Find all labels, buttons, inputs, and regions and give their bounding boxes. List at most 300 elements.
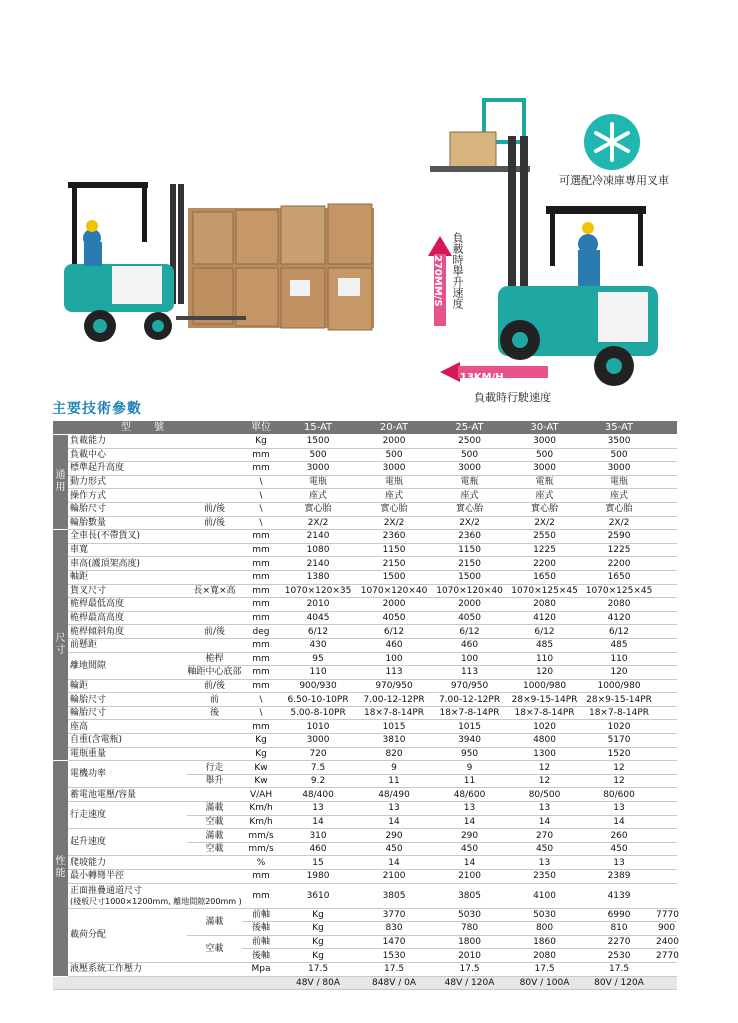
- row-unit: Mpa: [242, 962, 280, 976]
- group-label-performance: [53, 761, 68, 976]
- row-value: 17.5: [582, 962, 656, 976]
- row-subgroup: 滿載: [187, 908, 242, 935]
- row-unit: mm: [242, 448, 280, 462]
- row-value: 電瓶: [507, 475, 582, 489]
- row-spacer: [656, 693, 677, 707]
- row-label: 輪胎尺寸: [68, 706, 187, 720]
- row-sublabel: [187, 543, 242, 557]
- row-spacer: [656, 706, 677, 720]
- row-sublabel: 長×寬×高: [187, 584, 242, 598]
- row-value: 電瓶: [356, 475, 432, 489]
- row-spacer: [656, 829, 677, 843]
- row-sublabel: 滿載: [187, 802, 242, 816]
- row-value: 4139: [582, 883, 656, 908]
- row-value: 1650: [582, 570, 656, 584]
- model-header: 15-AT: [280, 421, 356, 435]
- row-value: 13: [507, 802, 582, 816]
- row-label: 蓄電池電壓/容量: [68, 788, 187, 802]
- row-sublabel: [187, 462, 242, 476]
- row-label: 車寬: [68, 543, 187, 557]
- group-label-general: [53, 435, 68, 530]
- row-value: 13: [582, 856, 656, 870]
- row-unit: mm: [242, 557, 280, 571]
- row-value: 1980: [280, 870, 356, 884]
- row-spacer: [656, 530, 677, 544]
- row-spacer: [656, 448, 677, 462]
- row-value: 2150: [356, 557, 432, 571]
- row-sublabel: [187, 530, 242, 544]
- table-row: [53, 883, 677, 908]
- row-spacer: [656, 815, 677, 829]
- row-value: 48/600: [432, 788, 507, 802]
- group-char: 寸: [55, 645, 66, 657]
- row-value: 3000: [432, 462, 507, 476]
- row-value: 2360: [356, 530, 432, 544]
- row-value: 2360: [432, 530, 507, 544]
- row-value: 4120: [582, 611, 656, 625]
- row-spacer: [656, 747, 677, 761]
- row-sublabel: 前軸: [242, 908, 280, 922]
- row-spacer: [656, 734, 677, 748]
- battery-spacer: [656, 976, 677, 990]
- row-value: 113: [432, 666, 507, 680]
- table-row: [53, 611, 677, 625]
- row-label: 座高: [68, 720, 187, 734]
- row-label: 動力形式: [68, 475, 187, 489]
- row-label: 標準起升高度: [68, 462, 187, 476]
- row-spacer: [656, 475, 677, 489]
- row-label: 輪胎數量: [68, 516, 187, 530]
- row-value: 14: [432, 856, 507, 870]
- row-value: 1150: [356, 543, 432, 557]
- table-row: [53, 625, 677, 639]
- row-sublabel: [187, 747, 242, 761]
- table-row: [53, 802, 677, 816]
- row-value: 3000: [356, 462, 432, 476]
- table-header-row: [53, 421, 677, 435]
- row-value: 實心胎: [582, 502, 656, 516]
- table-row: [53, 829, 677, 843]
- model-header: 25-AT: [432, 421, 507, 435]
- model-header: 35-AT: [582, 421, 656, 435]
- row-spacer: [656, 570, 677, 584]
- row-value: 18×7-8-14PR: [432, 706, 507, 720]
- row-value: 14: [582, 815, 656, 829]
- row-value: 1000/980: [507, 679, 582, 693]
- row-value: 13: [280, 802, 356, 816]
- table-row: [53, 720, 677, 734]
- row-value: 12: [507, 774, 582, 788]
- row-value: 1070×120×40: [356, 584, 432, 598]
- row-value: 2080: [507, 598, 582, 612]
- row-value: 6990: [582, 908, 656, 922]
- row-spacer: [656, 435, 677, 449]
- row-sublabel: 前/後: [187, 516, 242, 530]
- row-value: 2010: [432, 949, 507, 963]
- row-value: 2080: [582, 598, 656, 612]
- row-value: 13: [432, 802, 507, 816]
- row-label: 車高(護頂架高度): [68, 557, 187, 571]
- row-value: 電瓶: [582, 475, 656, 489]
- row-unit: mm/s: [242, 829, 280, 843]
- header-spacer: [656, 421, 677, 435]
- row-label: 最小轉彎半徑: [68, 870, 187, 884]
- row-value: 1500: [356, 570, 432, 584]
- table-row: [53, 747, 677, 761]
- row-sublabel: 空載: [187, 842, 242, 856]
- row-value: 14: [356, 856, 432, 870]
- row-spacer: [656, 598, 677, 612]
- row-label: 桅桿傾斜角度: [68, 625, 187, 639]
- table-row: [53, 557, 677, 571]
- table-row: [53, 530, 677, 544]
- row-value: 450: [582, 842, 656, 856]
- row-value: 1530: [356, 949, 432, 963]
- row-value: 2X/2: [582, 516, 656, 530]
- row-label: 液壓系統工作壓力: [68, 962, 187, 976]
- row-value: 720: [280, 747, 356, 761]
- travel-speed-label: 13KM/H: [460, 372, 504, 383]
- row-sublabel: [187, 435, 242, 449]
- row-value: 3000: [280, 734, 356, 748]
- row-value: 2000: [356, 598, 432, 612]
- row-unit: mm: [242, 584, 280, 598]
- row-unit: Kg: [280, 949, 356, 963]
- row-value: 2270: [582, 935, 656, 949]
- row-value: 1520: [582, 747, 656, 761]
- row-value: 4050: [432, 611, 507, 625]
- row-value: 座式: [432, 489, 507, 503]
- row-value: 500: [356, 448, 432, 462]
- row-unit: mm: [242, 598, 280, 612]
- row-unit: mm: [242, 666, 280, 680]
- row-unit: mm: [242, 720, 280, 734]
- row-spacer: [656, 584, 677, 598]
- row-value: 9: [356, 761, 432, 775]
- row-value: 1500: [432, 570, 507, 584]
- row-value: 6.50-10-10PR: [280, 693, 356, 707]
- row-value: 1015: [432, 720, 507, 734]
- row-label: 全車長(不帶貨叉): [68, 530, 187, 544]
- row-value: 12: [582, 761, 656, 775]
- table-row: [53, 856, 677, 870]
- row-value: 3770: [356, 908, 432, 922]
- forklift-warehouse-photo: [58, 178, 374, 358]
- row-spacer: [656, 666, 677, 680]
- row-unit: Kg: [280, 922, 356, 936]
- row-value: 820: [356, 747, 432, 761]
- row-value: 290: [432, 829, 507, 843]
- row-value: 11: [432, 774, 507, 788]
- row-value: 4120: [507, 611, 582, 625]
- row-value: 1225: [582, 543, 656, 557]
- cardboard-boxes: [188, 204, 374, 330]
- table-row: [53, 693, 677, 707]
- row-unit: mm: [242, 530, 280, 544]
- row-label: 爬坡能力: [68, 856, 187, 870]
- battery-value: 48V / 120A: [432, 976, 507, 990]
- row-spacer: [656, 638, 677, 652]
- row-value: 5170: [582, 734, 656, 748]
- row-value: 13: [582, 802, 656, 816]
- row-label: 離地間隙: [68, 652, 187, 679]
- group-char: 性: [55, 856, 66, 868]
- row-value: 7.5: [280, 761, 356, 775]
- row-value: 座式: [507, 489, 582, 503]
- row-spacer: [656, 679, 677, 693]
- row-value: 1080: [280, 543, 356, 557]
- group-char: 用: [55, 482, 66, 494]
- table-row: [53, 788, 677, 802]
- row-value: 2389: [582, 870, 656, 884]
- row-sublabel: 滿載: [187, 829, 242, 843]
- row-value: 270: [507, 829, 582, 843]
- row-label: 桅桿最高高度: [68, 611, 187, 625]
- row-sublabel: 後軸: [242, 949, 280, 963]
- row-value: 970/950: [432, 679, 507, 693]
- row-value: 18×7-8-14PR: [507, 706, 582, 720]
- row-label: 軸距: [68, 570, 187, 584]
- row-value: 17.5: [280, 962, 356, 976]
- row-value: 1800: [432, 935, 507, 949]
- row-value: 500: [280, 448, 356, 462]
- row-spacer: [656, 802, 677, 816]
- row-value: 實心胎: [432, 502, 507, 516]
- row-spacer: [656, 462, 677, 476]
- row-sublabel: 桅桿: [187, 652, 242, 666]
- row-value: 900/930: [280, 679, 356, 693]
- row-sublabel: 後軸: [242, 922, 280, 936]
- row-value: 4050: [356, 611, 432, 625]
- row-spacer: [656, 502, 677, 516]
- row-value: 實心胎: [507, 502, 582, 516]
- row-unit: \: [242, 706, 280, 720]
- row-unit: Km/h: [242, 815, 280, 829]
- row-sublabel: [187, 448, 242, 462]
- row-sublabel: [187, 611, 242, 625]
- row-value: 2080: [507, 949, 582, 963]
- row-value: 970/950: [356, 679, 432, 693]
- row-value: 18×7-8-14PR: [356, 706, 432, 720]
- snowflake-icon: [584, 114, 640, 170]
- row-value: 電瓶: [280, 475, 356, 489]
- row-label: 電機功率: [68, 761, 187, 788]
- row-sublabel: [187, 598, 242, 612]
- row-sublabel: [187, 570, 242, 584]
- row-value: 7.00-12-12PR: [356, 693, 432, 707]
- row-spacer: [656, 489, 677, 503]
- row-unit: \: [242, 693, 280, 707]
- row-sublabel: [187, 557, 242, 571]
- row-spacer: [656, 774, 677, 788]
- row-unit: V/AH: [242, 788, 280, 802]
- row-unit: \: [242, 516, 280, 530]
- row-sublabel: 前軸: [242, 935, 280, 949]
- row-value: 2100: [356, 870, 432, 884]
- row-value: 2140: [280, 530, 356, 544]
- row-value: 110: [507, 652, 582, 666]
- row-unit: \: [242, 475, 280, 489]
- row-value: 5.00-8-10PR: [280, 706, 356, 720]
- row-spacer: [656, 761, 677, 775]
- row-value: 1500: [280, 435, 356, 449]
- row-value: 2590: [582, 530, 656, 544]
- row-value: 17.5: [356, 962, 432, 976]
- row-value: 1015: [356, 720, 432, 734]
- row-value: 6/12: [507, 625, 582, 639]
- row-value: 450: [356, 842, 432, 856]
- table-row: [53, 435, 677, 449]
- row-value: 3000: [507, 435, 582, 449]
- type-header: 型 號: [53, 421, 242, 435]
- row-value: 110: [582, 652, 656, 666]
- row-label: 輪胎尺寸: [68, 693, 187, 707]
- row-value: 500: [432, 448, 507, 462]
- row-value: 95: [280, 652, 356, 666]
- row-unit: Kg: [242, 734, 280, 748]
- table-row: [53, 908, 677, 922]
- lift-speed-label: 270MM/S: [432, 255, 443, 307]
- row-value: 100: [432, 652, 507, 666]
- row-value: 485: [507, 638, 582, 652]
- row-value: 500: [507, 448, 582, 462]
- row-spacer: [656, 625, 677, 639]
- row-spacer: [656, 870, 677, 884]
- table-row: [53, 462, 677, 476]
- row-value: 14: [507, 815, 582, 829]
- row-value: 實心胎: [356, 502, 432, 516]
- row-value: 450: [507, 842, 582, 856]
- row-unit: mm/s: [242, 842, 280, 856]
- row-label: 負載中心: [68, 448, 187, 462]
- unit-header: 單位: [242, 421, 280, 435]
- row-sublabel: 空載: [187, 815, 242, 829]
- row-value: 5030: [432, 908, 507, 922]
- row-value: 1380: [280, 570, 356, 584]
- row-value: 2X/2: [432, 516, 507, 530]
- row-sublabel: [187, 720, 242, 734]
- spec-table: [53, 421, 677, 990]
- table-row: [53, 584, 677, 598]
- row-sublabel: 軸距中心底部: [187, 667, 242, 678]
- row-value: 80/500: [507, 788, 582, 802]
- lift-speed-caption: 負載時舉升速度: [451, 232, 464, 309]
- row-sublabel: [187, 788, 242, 802]
- row-value: 6/12: [432, 625, 507, 639]
- row-spacer: [656, 720, 677, 734]
- row-value: 9: [432, 761, 507, 775]
- row-value: 座式: [582, 489, 656, 503]
- row-value: 2150: [432, 557, 507, 571]
- battery-row: [53, 976, 677, 990]
- battery-value: 848V / 0A: [356, 976, 432, 990]
- row-unit: Kg: [242, 747, 280, 761]
- row-unit: mm: [242, 570, 280, 584]
- row-value: 2350: [507, 870, 582, 884]
- row-value: 3810: [356, 734, 432, 748]
- row-value: 1300: [507, 747, 582, 761]
- row-unit: Kg: [280, 935, 356, 949]
- row-value: 7770: [656, 909, 679, 920]
- row-value: 500: [582, 448, 656, 462]
- table-row: [53, 570, 677, 584]
- row-value: 1860: [507, 935, 582, 949]
- row-label: [68, 883, 242, 908]
- row-value: 14: [356, 815, 432, 829]
- row-label: 輪距: [68, 679, 187, 693]
- row-value: 14: [432, 815, 507, 829]
- table-row: [53, 638, 677, 652]
- row-value: 2X/2: [507, 516, 582, 530]
- row-sublabel: [187, 962, 242, 976]
- row-label: 前懸距: [68, 638, 187, 652]
- row-sublabel: 前/後: [187, 625, 242, 639]
- table-row: [53, 652, 677, 666]
- row-value: 3805: [432, 883, 507, 908]
- row-value: 2140: [280, 557, 356, 571]
- row-sublabel: 舉升: [187, 774, 242, 788]
- row-sublabel: [187, 856, 242, 870]
- row-value: 2550: [507, 530, 582, 544]
- row-value: 830: [356, 922, 432, 936]
- row-value: 6/12: [582, 625, 656, 639]
- row-value: 電瓶: [432, 475, 507, 489]
- row-value: 2400: [656, 937, 679, 948]
- row-value: 1470: [356, 935, 432, 949]
- row-value: 座式: [280, 489, 356, 503]
- group-char: 能: [55, 868, 66, 880]
- row-value: 1070×120×35: [280, 584, 356, 598]
- row-sublabel: [187, 475, 242, 489]
- model-header: 30-AT: [507, 421, 582, 435]
- row-sublabel: [187, 870, 242, 884]
- row-unit: mm: [242, 543, 280, 557]
- row-sublabel: 前/後: [187, 502, 242, 516]
- row-value: 113: [356, 666, 432, 680]
- row-value: 3000: [507, 462, 582, 476]
- row-value: 1000/980: [582, 679, 656, 693]
- row-spacer: [656, 962, 677, 976]
- table-row: [53, 679, 677, 693]
- row-label: 貨叉尺寸: [68, 584, 187, 598]
- row-unit: \: [242, 502, 280, 516]
- row-sublabel: 行走: [187, 761, 242, 775]
- table-row: [53, 543, 677, 557]
- table-row: [53, 475, 677, 489]
- row-unit: mm: [242, 462, 280, 476]
- row-value: 9.2: [280, 774, 356, 788]
- row-unit: mm: [242, 611, 280, 625]
- row-unit: mm: [242, 883, 280, 908]
- row-sublabel: [187, 734, 242, 748]
- row-unit: %: [242, 856, 280, 870]
- row-value: 780: [432, 922, 507, 936]
- row-value: 17.5: [432, 962, 507, 976]
- row-value: 1150: [432, 543, 507, 557]
- row-value: 3940: [432, 734, 507, 748]
- row-unit: Km/h: [242, 802, 280, 816]
- row-value: 1020: [507, 720, 582, 734]
- row-unit: mm: [242, 870, 280, 884]
- row-value: 6/12: [280, 625, 356, 639]
- row-value: 2200: [582, 557, 656, 571]
- row-value: 110: [280, 666, 356, 680]
- table-row: [53, 870, 677, 884]
- table-row: [53, 489, 677, 503]
- row-value: 260: [582, 829, 656, 843]
- row-value: 座式: [356, 489, 432, 503]
- row-value: 310: [280, 829, 356, 843]
